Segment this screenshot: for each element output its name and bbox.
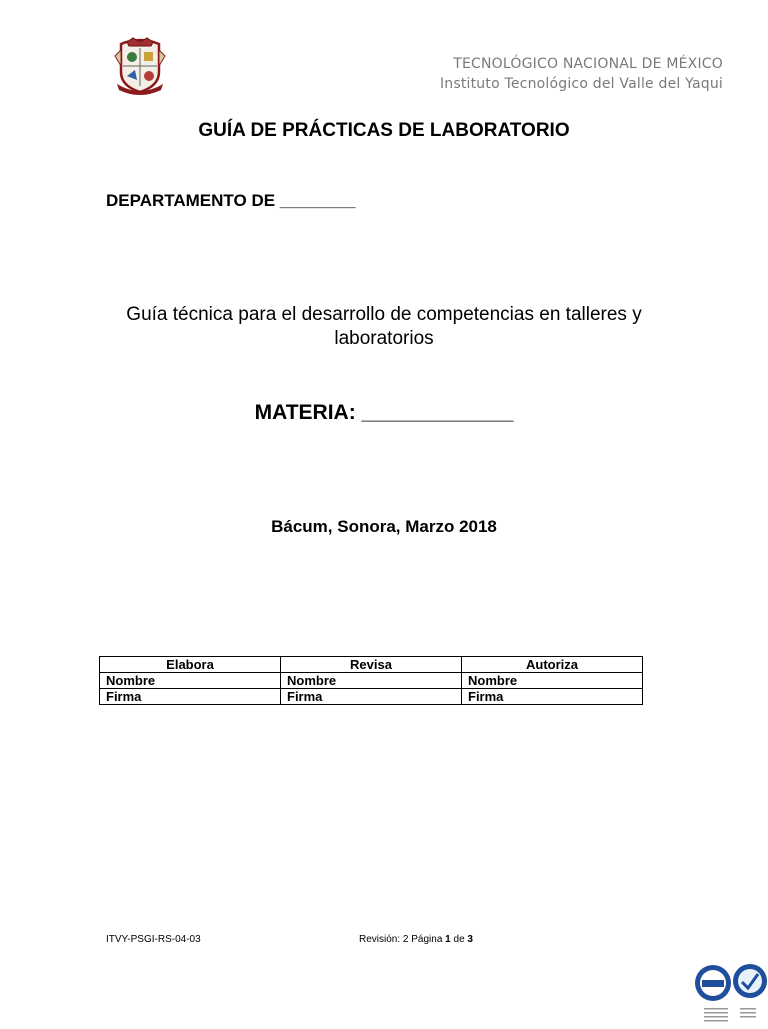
header-elabora: Elabora [100,657,281,673]
subject-line: MATERIA: _____________ [254,401,514,424]
header-institution-local: Instituto Tecnológico del Valle del Yaqui [439,76,723,92]
signature-table [99,656,643,705]
place-and-date: Bácum, Sonora, Marzo 2018 [271,517,497,536]
guide-description: Guía técnica para el desarrollo de competencias en talleres y laboratorios [126,304,642,349]
footer-total-pages: 3 [467,934,473,945]
table-cell: Firma [100,689,281,705]
certification-check-seal-icon [733,964,767,998]
table-cell: Nombre [100,673,281,689]
document-title: GUÍA DE PRÁCTICAS DE LABORATORIO [198,120,570,141]
footer-page-number: 1 [445,934,451,945]
table-cell: Firma [281,689,462,705]
footer-revision [359,934,473,945]
footer-revision-prefix: Revisión: 2 Página [359,934,446,945]
table-row [100,673,643,689]
header-autoriza: Autoriza [462,657,643,673]
header-institution-national: TECNOLÓGICO NACIONAL DE MÉXICO [453,56,723,72]
table-row [100,689,643,705]
header-revisa: Revisa [281,657,462,673]
footer-of-word: de [450,934,468,945]
footer-document-code: ITVY-PSGI-RS-04-03 [106,934,201,945]
certification-seals [694,962,768,1024]
table-cell: Nombre [462,673,643,689]
table-cell: Nombre [281,673,462,689]
institution-crest-icon [113,36,167,98]
department-line: DEPARTAMENTO DE ________ [106,191,356,210]
inet-certification-seal-icon [695,965,731,1001]
table-cell: Firma [462,689,643,705]
table-header-row [100,657,643,673]
